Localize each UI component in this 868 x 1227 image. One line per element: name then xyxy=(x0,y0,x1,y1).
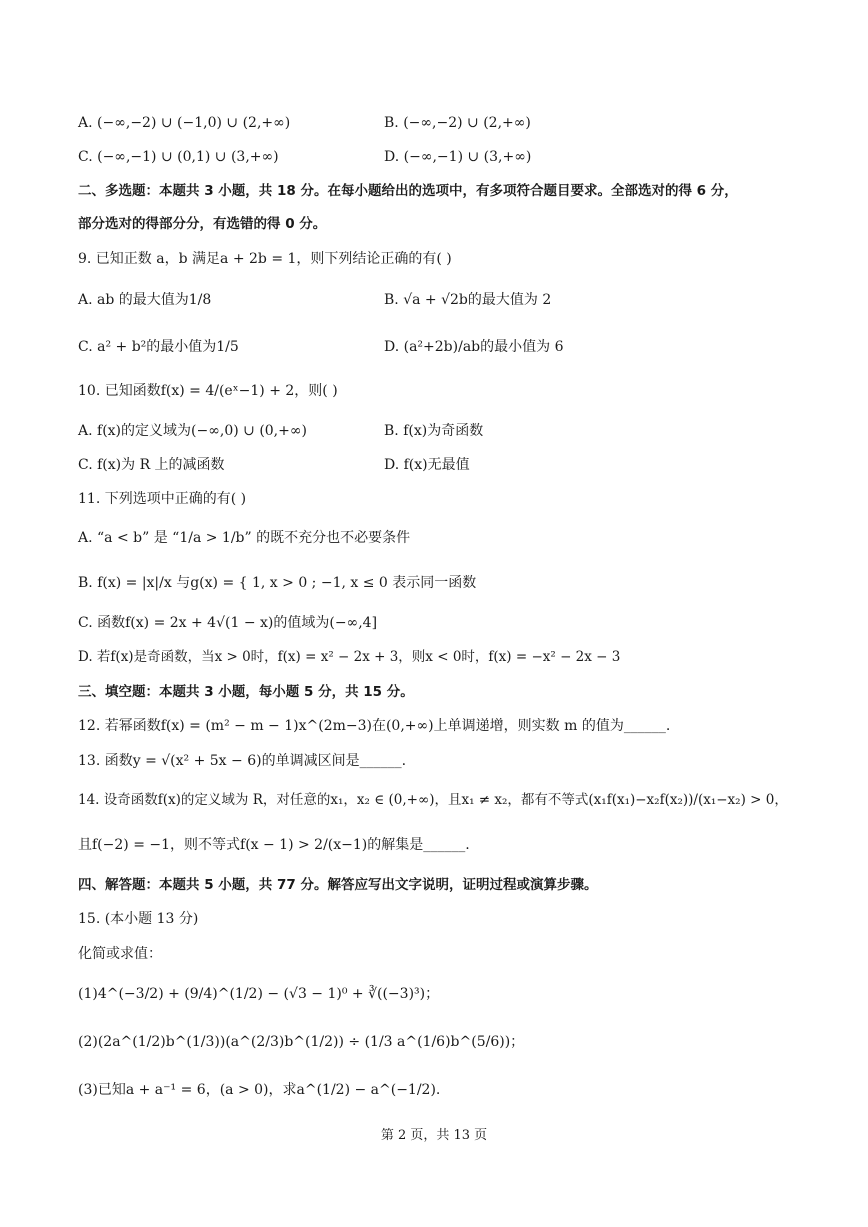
q9-option-b: B. √a + √2b的最大值为 2 xyxy=(384,292,552,308)
q11-option-c: C. 函数f(x) = 2x + 4√(1 − x)的值域为(−∞,4] xyxy=(78,615,378,631)
q10-option-c: C. f(x)为 R 上的减函数 xyxy=(78,457,225,473)
page-footer: 第 2 页，共 13 页 xyxy=(380,1128,488,1143)
q15-part3: (3)已知a + a⁻¹ = 6，(a > 0)，求a^(1/2) − a^(−1/2). xyxy=(78,1082,441,1098)
q15-part1: (1)4^(−3/2) + (9/4)^(1/2) − (√3 − 1)⁰ + ∛((−3)³)； xyxy=(78,986,440,1002)
section4-heading: 四、解答题：本题共 5 小题，共 77 分。解答应写出文字说明，证明过程或演算步骤。 xyxy=(78,877,598,893)
q15-intro: 化简或求值： xyxy=(78,946,162,962)
q8-option-a: A. (−∞,−2) ∪ (−1,0) ∪ (2,+∞) xyxy=(78,115,291,131)
q9-option-a: A. ab 的最大值为1/8 xyxy=(78,292,212,308)
q8-option-d: D. (−∞,−1) ∪ (3,+∞) xyxy=(384,149,532,165)
q11-option-d: D. 若f(x)是奇函数，当x > 0时，f(x) = x² − 2x + 3，则x < 0时，f(x) = −x² − 2x − 3 xyxy=(78,649,621,665)
q10-option-a: A. f(x)的定义域为(−∞,0) ∪ (0,+∞) xyxy=(78,423,307,439)
q11-option-b: B. f(x) = |x|/x 与g(x) = { 1, x > 0 ; −1, x ≤ 0 表示同一函数 xyxy=(78,575,477,591)
section2-heading-cont: 部分选对的得部分分，有选错的得 0 分。 xyxy=(78,216,327,232)
q9-stem: 9. 已知正数 a，b 满足a + 2b = 1，则下列结论正确的有( ) xyxy=(78,251,452,267)
q11-option-a: A. “a < b” 是 “1/a > 1/b” 的既不充分也不必要条件 xyxy=(78,530,411,546)
q10-option-d: D. f(x)无最值 xyxy=(384,457,470,473)
q14-line1: 14. 设奇函数f(x)的定义域为 R，对任意的x₁，x₂ ∈ (0,+∞)，且x₁ ≠ x₂，都有不等式(x₁f(x₁)−x₂f(x₂))/(x₁−x₂) > 0， xyxy=(78,792,788,808)
q14-line2: 且f(−2) = −1，则不等式f(x − 1) > 2/(x−1)的解集是______. xyxy=(78,837,470,853)
section3-heading: 三、填空题：本题共 3 小题，每小题 5 分，共 15 分。 xyxy=(78,684,414,700)
q8-option-c: C. (−∞,−1) ∪ (0,1) ∪ (3,+∞) xyxy=(78,149,279,165)
section2-heading: 二、多选题：本题共 3 小题，共 18 分。在每小题给出的选项中，有多项符合题目要求。全部选对的得 6 分， xyxy=(78,183,738,199)
q10-stem: 10. 已知函数f(x) = 4/(eˣ−1) + 2，则( ) xyxy=(78,383,338,399)
q9-option-c: C. a² + b²的最小值为1/5 xyxy=(78,339,239,355)
q15-title: 15. (本小题 13 分) xyxy=(78,911,199,927)
q10-option-b: B. f(x)为奇函数 xyxy=(384,423,484,439)
q11-stem: 11. 下列选项中正确的有( ) xyxy=(78,491,247,507)
q13: 13. 函数y = √(x² + 5x − 6)的单调减区间是______. xyxy=(78,753,407,769)
q8-option-b: B. (−∞,−2) ∪ (2,+∞) xyxy=(384,115,531,131)
q15-part2: (2)(2a^(1/2)b^(1/3))(a^(2/3)b^(1/2)) ÷ (1/3 a^(1/6)b^(5/6))； xyxy=(78,1034,525,1050)
q9-option-d: D. (a²+2b)/ab的最小值为 6 xyxy=(384,339,564,355)
q12: 12. 若幂函数f(x) = (m² − m − 1)x^(2m−3)在(0,+∞)上单调递增，则实数 m 的值为______. xyxy=(78,718,671,734)
